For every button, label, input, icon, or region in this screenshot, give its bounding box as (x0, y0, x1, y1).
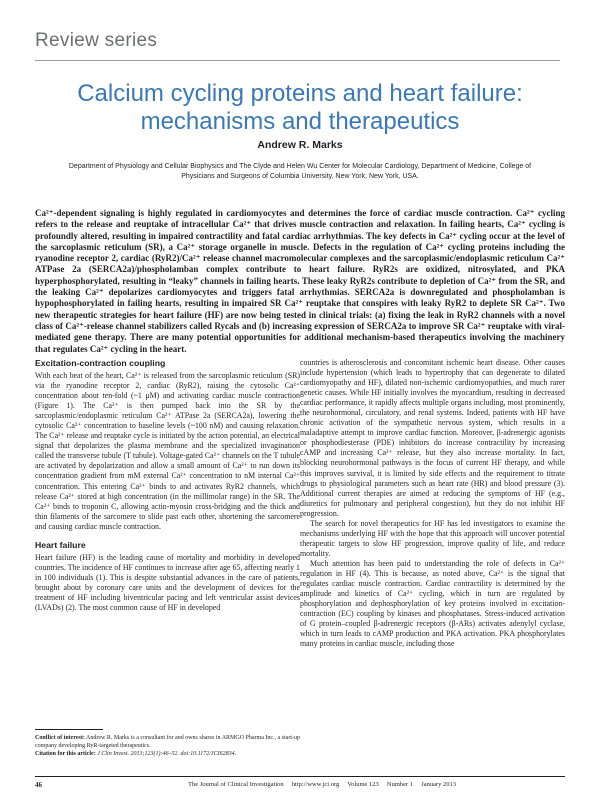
journal-footer: The Journal of Clinical Investigation http://www.jci.org Volume 123 Number 1 January 2013 (188, 781, 457, 788)
page-number: 46 (35, 781, 42, 789)
series-label: Review series (35, 30, 158, 51)
paragraph: Heart failure (HF) is the leading cause of mortality and morbidity in developed countries. The incidence of HF continues to increase after age 65, affecting nearly 1 in 100 individuals (1). This is despite substantial advances in the care of patients, brought about by coronary care units and the development of devices for the treatment of HF including biventricular pacing and left ventricular assist devices (LVADs) (2). The most common cause of HF in developed (35, 552, 300, 612)
paragraph: The search for novel therapeutics for HF has led investigators to examine the mechanisms underlying HF with the hope that this approach will uncover potential therapeutic targets to slow HF progression, improve quality of life, and reduce mortality. (300, 518, 565, 558)
citation-text: J Clin Invest. 2013;123(1):46–52. doi:10.1172/JCI62834. (97, 751, 237, 757)
paragraph: With each beat of the heart, Ca²⁺ is released from the sarcoplasmic reticulum (SR) via the ryanodine receptor 2, cardiac (RyR2), raising the cytosolic Ca²⁺ concentration about ten-fold (~1 μM) and activating cardiac muscle contraction (Figure 1). The Ca²⁺ is then pumped back into the SR by the sarcoplasmic/endoplasmic reticulum Ca²⁺ ATPase 2a (SERCA2a), lowering the cytosolic Ca²⁺ concentration to baseline levels (~100 nM) and causing relaxation. The Ca²⁺ release and reuptake cycle is initiated by the action potential, an electrical signal that depolarizes the plasma membrane and the specialized invagination called the transverse tubule (T tubule). Voltage-gated Ca²⁺ channels on the T tubule are activated by depolarization and allow a small amount of Ca²⁺ to run down its concentration gradient from mM external Ca²⁺ concentration to nM internal Ca²⁺ concentration. This entering Ca²⁺ binds to and activates RyR2 channels, which release Ca²⁺ stored at high concentration (in the millimolar range) in the SR. The Ca²⁺ binds to troponin C, allowing actin-myosin cross-bridging and the thick and thin filaments of the sarcomere to slide past each other, shortening the sarcomere and causing cardiac muscle contraction. (35, 371, 300, 531)
note-rule (35, 729, 103, 730)
conflict-label: Conflict of interest: (35, 735, 85, 741)
author-name: Andrew R. Marks (257, 139, 343, 151)
footnotes (35, 734, 300, 758)
section-heading-ec-coupling: Excitation-contraction coupling (35, 358, 166, 368)
citation-note (35, 750, 300, 758)
paragraph: countries is atherosclerosis and concomitant ischemic heart disease. Other causes include hypertension (which leads to hypertrophy that can degenerate to dilated cardiomyopathy and HF), dilated non-ischemic cardiomyopathies, and much rarer genetic causes. While HF initially involves the myocardium, resulting in decreased cardiac performance, it rapidly affects multiple organs including, most prominently, the neurohormonal, circulatory, and renal systems. Indeed, patients with HF have chronic activation of the sympathetic nervous system, which results in a maladaptive attempt to improve cardiac function. Moreover, β-adrenergic agonists or phosphodiesterase (PDE) inhibitors do increase contractility by increasing cAMP and increasing Ca²⁺ release, but they also increase mortality. In fact, blocking neurohormonal pathways is the focus of current HF therapy, and while this improves survival, it is limited by side effects and the requirement to titrate drugs to physiological parameters such as heart rate (HR) and blood pressure (3). Additional current therapies are aimed at reducing the symptoms of HF (e.g., diuretics for pulmonary and peripheral congestion), but they do not inhibit HF progression. (300, 358, 565, 518)
section-heading-heart-failure: Heart failure (35, 539, 86, 550)
abstract: Ca²⁺-dependent signaling is highly regulated in cardiomyocytes and determines the force of cardiac muscle contraction. Ca²⁺ cycling refers to the release and reuptake of intracellular Ca²⁺ that drives muscle contraction and relaxation. In failing hearts, Ca²⁺ cycling is profoundly altered, resulting in impaired contractility and fatal cardiac arrhythmias. The key defects in Ca²⁺ cycling occur at the level of the sarcoplasmic reticulum (SR), a Ca²⁺ storage organelle in muscle. Defects in the regulation of Ca²⁺ cycling proteins including the ryanodine receptor 2, cardiac (RyR2)/Ca²⁺ release channel macromolecular complexes and the sarcoplasmic/endoplasmic reticulum Ca²⁺ ATPase 2a (SERCA2a)/phospholamban complex contribute to heart failure. RyR2s are oxidized, nitrosylated, and PKA hyperphosphorylated, resulting in “leaky” channels in failing hearts. These leaky RyR2s contribute to depletion of Ca²⁺ from the SR, and the leaking Ca²⁺ depolarizes cardiomyocytes and triggers fatal arrhythmias. SERCA2a is downregulated and phospholamban is hypophosphorylated in failing hearts, resulting in impaired SR Ca²⁺ reuptake that conspires with leaky RyR2 to deplete SR Ca²⁺. Two new therapeutic strategies for heart failure (HF) are now being tested in clinical trials: (a) fixing the leak in RyR2 channels with a novel class of Ca²⁺-release channel stabilizers called Rycals and (b) increasing expression of SERCA2a to improve SR Ca²⁺ reuptake with viral-mediated gene therapy. There are many potential opportunities for additional mechanism-based therapeutics involving the machinery that regulates Ca²⁺ cycling in the heart. (35, 208, 565, 354)
citation-label: Citation for this article: (35, 751, 96, 757)
left-column (35, 358, 300, 613)
conflict-text: Andrew R. Marks is a consultant for and owns shares in ARMGO Pharma Inc., a start-up company developing RyR-targeted therapeutics. (35, 735, 301, 749)
article-title: Calcium cycling proteins and heart failure: mechanisms and therapeutics (77, 80, 523, 135)
series-rule (35, 60, 560, 61)
affiliation: Department of Physiology and Cellular Biophysics and The Clyde and Helen Wu Center for Molecular Cardiology, Department of Medicine, College of Physicians and Surgeons of Columbia University, New York, New York, USA. (68, 163, 532, 180)
conflict-note (35, 734, 300, 750)
right-column (300, 358, 565, 649)
paragraph: Much attention has been paid to understanding the role of defects in Ca²⁺ regulation in HF (4). This is because, as noted above, Ca²⁺ is the signal that regulates cardiac muscle contraction. Cardiac contractility is determined by the amplitude and kinetics of Ca²⁺ cycling, which in turn are regulated by phosphorylation and dephosphorylation of key proteins involved in excitation-contraction (EC) coupling by kinases and phosphatases. Stress-induced activation of G protein–coupled β-adrenergic receptors (β-ARs) activates adenylyl cyclase, which in turn leads to cAMP production and PKA activation. PKA phosphorylates many proteins in cardiac muscle, including those (300, 558, 565, 649)
footer-rule (35, 776, 565, 777)
